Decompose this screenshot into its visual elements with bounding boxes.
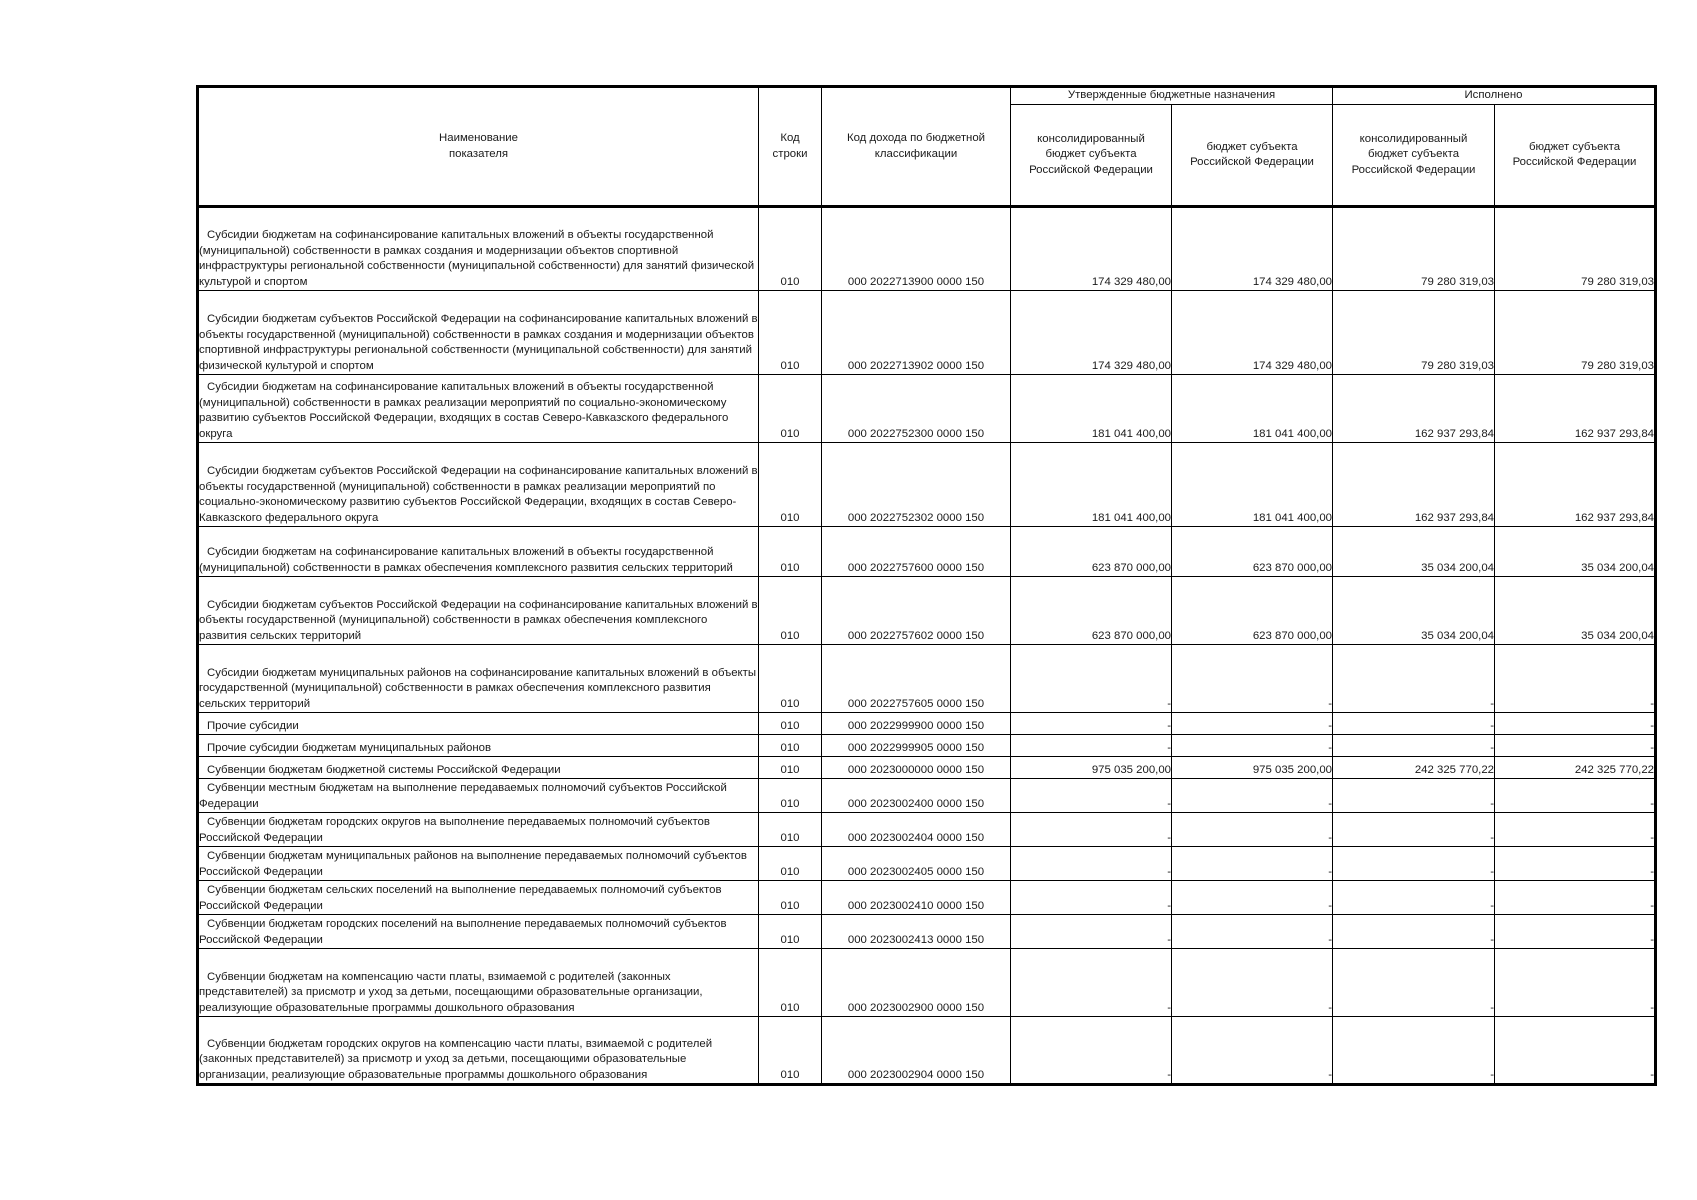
cell-approved-subject: -	[1172, 881, 1333, 915]
cell-approved-subject: 623 870 000,00	[1172, 527, 1333, 577]
cell-name: Субвенции бюджетам городских округов на выполнение передаваемых полномочий субъектов Российской Федерации	[198, 813, 759, 847]
cell-line-code: 010	[759, 915, 822, 949]
cell-income-code: 000 2022999905 0000 150	[822, 735, 1011, 757]
cell-approved-subject: 975 035 200,00	[1172, 757, 1333, 779]
cell-approved-subject: 181 041 400,00	[1172, 443, 1333, 527]
cell-line-code: 010	[759, 645, 822, 713]
cell-name: Прочие субсидии	[198, 713, 759, 735]
cell-line-code: 010	[759, 527, 822, 577]
cell-approved-subject: -	[1172, 645, 1333, 713]
cell-line-code: 010	[759, 735, 822, 757]
cell-executed-consolidated: -	[1333, 915, 1495, 949]
cell-approved-consolidated: -	[1011, 1017, 1172, 1085]
cell-approved-subject: 623 870 000,00	[1172, 577, 1333, 645]
cell-executed-consolidated: -	[1333, 813, 1495, 847]
cell-name: Субвенции бюджетам на компенсацию части платы, взимаемой с родителей (законных представителей) за присмотр и уход за детьми, посещающими образовательные организации, реализующие образовательные программы дошкольного образования	[198, 949, 759, 1017]
header-executed-subject: бюджет субъекта Российской Федерации	[1495, 105, 1656, 207]
cell-name: Субсидии бюджетам на софинансирование капитальных вложений в объекты государственной (муниципальной) собственности в рамках реализации мероприятий по социально-экономическому развитию субъектов Российской Федерации, входящих в состав Северо-Кавказского федерального округа	[198, 375, 759, 443]
cell-name: Субвенции бюджетам муниципальных районов на выполнение передаваемых полномочий субъектов Российской Федерации	[198, 847, 759, 881]
cell-line-code: 010	[759, 779, 822, 813]
cell-income-code: 000 2023002400 0000 150	[822, 779, 1011, 813]
cell-executed-subject: -	[1495, 881, 1656, 915]
cell-executed-subject: 242 325 770,22	[1495, 757, 1656, 779]
table-row	[198, 443, 1656, 527]
cell-line-code: 010	[759, 207, 822, 291]
cell-line-code: 010	[759, 443, 822, 527]
cell-income-code: 000 2022999900 0000 150	[822, 713, 1011, 735]
cell-income-code: 000 2022713902 0000 150	[822, 291, 1011, 375]
cell-executed-subject: -	[1495, 645, 1656, 713]
cell-approved-subject: -	[1172, 813, 1333, 847]
cell-line-code: 010	[759, 1017, 822, 1085]
cell-executed-subject: 79 280 319,03	[1495, 291, 1656, 375]
cell-line-code: 010	[759, 813, 822, 847]
header-name: Наименование показателя	[198, 87, 759, 207]
cell-executed-subject: -	[1495, 847, 1656, 881]
cell-executed-consolidated: 79 280 319,03	[1333, 207, 1495, 291]
cell-executed-consolidated: 35 034 200,04	[1333, 527, 1495, 577]
cell-name: Субсидии бюджетам субъектов Российской Федерации на софинансирование капитальных вложений в объекты государственной (муниципальной) собственности в рамках реализации мероприятий по социально-экономическому развитию субъектов Российской Федерации, входящих в состав Северо-Кавказского федерального округа	[198, 443, 759, 527]
cell-name: Субвенции бюджетам городских поселений на выполнение передаваемых полномочий субъектов Российской Федерации	[198, 915, 759, 949]
cell-executed-subject: 35 034 200,04	[1495, 577, 1656, 645]
cell-executed-consolidated: -	[1333, 713, 1495, 735]
table-row	[198, 757, 1656, 779]
cell-executed-subject: -	[1495, 949, 1656, 1017]
header-approved-consolidated: консолидированный бюджет субъекта Российской Федерации	[1011, 105, 1172, 207]
cell-executed-consolidated: -	[1333, 779, 1495, 813]
cell-approved-consolidated: 181 041 400,00	[1011, 375, 1172, 443]
cell-approved-consolidated: 623 870 000,00	[1011, 527, 1172, 577]
cell-name: Субсидии бюджетам субъектов Российской Федерации на софинансирование капитальных вложений в объекты государственной (муниципальной) собственности в рамках обеспечения комплексного развития сельских территорий	[198, 577, 759, 645]
cell-approved-subject: 174 329 480,00	[1172, 291, 1333, 375]
cell-executed-subject: 79 280 319,03	[1495, 207, 1656, 291]
cell-approved-consolidated: 174 329 480,00	[1011, 207, 1172, 291]
cell-line-code: 010	[759, 949, 822, 1017]
cell-income-code: 000 2023002904 0000 150	[822, 1017, 1011, 1085]
cell-line-code: 010	[759, 847, 822, 881]
cell-income-code: 000 2023002900 0000 150	[822, 949, 1011, 1017]
header-approved-group: Утвержденные бюджетные назначения	[1011, 87, 1333, 105]
cell-name: Субсидии бюджетам субъектов Российской Федерации на софинансирование капитальных вложений в объекты государственной (муниципальной) собственности в рамках создания и модернизации объектов спортивной инфраструктуры региональной собственности (муниципальной собственности) для занятий физической культурой и спортом	[198, 291, 759, 375]
budget-report-table	[196, 85, 1657, 1086]
cell-income-code: 000 2022752302 0000 150	[822, 443, 1011, 527]
cell-executed-consolidated: 242 325 770,22	[1333, 757, 1495, 779]
cell-executed-subject: -	[1495, 735, 1656, 757]
cell-executed-subject: -	[1495, 1017, 1656, 1085]
table-row	[198, 375, 1656, 443]
cell-executed-consolidated: 162 937 293,84	[1333, 443, 1495, 527]
cell-approved-consolidated: 975 035 200,00	[1011, 757, 1172, 779]
cell-name: Субвенции бюджетам городских округов на компенсацию части платы, взимаемой с родителей (законных представителей) за присмотр и уход за детьми, посещающими образовательные организации, реализующие образовательные программы дошкольного образования	[198, 1017, 759, 1085]
cell-line-code: 010	[759, 713, 822, 735]
cell-line-code: 010	[759, 291, 822, 375]
cell-executed-consolidated: -	[1333, 735, 1495, 757]
cell-executed-subject: 162 937 293,84	[1495, 375, 1656, 443]
table-row	[198, 881, 1656, 915]
cell-executed-subject: -	[1495, 713, 1656, 735]
cell-approved-consolidated: -	[1011, 881, 1172, 915]
cell-executed-subject: -	[1495, 813, 1656, 847]
table-row	[198, 577, 1656, 645]
table-header	[198, 87, 1656, 207]
cell-approved-subject: -	[1172, 713, 1333, 735]
header-approved-subject: бюджет субъекта Российской Федерации	[1172, 105, 1333, 207]
cell-executed-subject: -	[1495, 915, 1656, 949]
cell-approved-consolidated: -	[1011, 847, 1172, 881]
cell-approved-subject: -	[1172, 949, 1333, 1017]
cell-income-code: 000 2023002404 0000 150	[822, 813, 1011, 847]
cell-executed-consolidated: -	[1333, 847, 1495, 881]
cell-income-code: 000 2023002413 0000 150	[822, 915, 1011, 949]
cell-income-code: 000 2022757600 0000 150	[822, 527, 1011, 577]
cell-name: Субвенции местным бюджетам на выполнение передаваемых полномочий субъектов Российской Федерации	[198, 779, 759, 813]
cell-executed-consolidated: 35 034 200,04	[1333, 577, 1495, 645]
cell-approved-subject: -	[1172, 1017, 1333, 1085]
header-executed-consolidated: консолидированный бюджет субъекта Российской Федерации	[1333, 105, 1495, 207]
cell-line-code: 010	[759, 577, 822, 645]
table-row	[198, 813, 1656, 847]
cell-income-code: 000 2022757602 0000 150	[822, 577, 1011, 645]
cell-executed-consolidated: -	[1333, 949, 1495, 1017]
cell-executed-consolidated: 79 280 319,03	[1333, 291, 1495, 375]
cell-executed-consolidated: -	[1333, 881, 1495, 915]
cell-line-code: 010	[759, 881, 822, 915]
cell-name: Субсидии бюджетам на софинансирование капитальных вложений в объекты государственной (муниципальной) собственности в рамках обеспечения комплексного развития сельских территорий	[198, 527, 759, 577]
cell-line-code: 010	[759, 375, 822, 443]
table-row	[198, 713, 1656, 735]
cell-line-code: 010	[759, 757, 822, 779]
header-income-code: Код дохода по бюджетной классификации	[822, 87, 1011, 207]
cell-approved-consolidated: -	[1011, 713, 1172, 735]
cell-income-code: 000 2022757605 0000 150	[822, 645, 1011, 713]
cell-approved-subject: -	[1172, 915, 1333, 949]
table-row	[198, 527, 1656, 577]
cell-approved-consolidated: -	[1011, 949, 1172, 1017]
cell-approved-consolidated: 623 870 000,00	[1011, 577, 1172, 645]
cell-approved-subject: 181 041 400,00	[1172, 375, 1333, 443]
cell-approved-consolidated: 174 329 480,00	[1011, 291, 1172, 375]
table-row	[198, 1017, 1656, 1085]
table-row	[198, 291, 1656, 375]
cell-name: Субсидии бюджетам муниципальных районов на софинансирование капитальных вложений в объекты государственной (муниципальной) собственности в рамках обеспечения комплексного развития сельских территорий	[198, 645, 759, 713]
table-row	[198, 949, 1656, 1017]
cell-approved-consolidated: -	[1011, 915, 1172, 949]
cell-executed-consolidated: 162 937 293,84	[1333, 375, 1495, 443]
cell-name: Субсидии бюджетам на софинансирование капитальных вложений в объекты государственной (муниципальной) собственности в рамках создания и модернизации объектов спортивной инфраструктуры региональной собственности (муниципальной собственности) для занятий физической культурой и спортом	[198, 207, 759, 291]
table-row	[198, 207, 1656, 291]
cell-income-code: 000 2022713900 0000 150	[822, 207, 1011, 291]
cell-name: Субвенции бюджетам сельских поселений на выполнение передаваемых полномочий субъектов Российской Федерации	[198, 881, 759, 915]
table-row	[198, 779, 1656, 813]
cell-approved-consolidated: -	[1011, 813, 1172, 847]
table-row	[198, 645, 1656, 713]
cell-approved-consolidated: 181 041 400,00	[1011, 443, 1172, 527]
cell-executed-consolidated: -	[1333, 645, 1495, 713]
cell-income-code: 000 2023002410 0000 150	[822, 881, 1011, 915]
cell-income-code: 000 2023002405 0000 150	[822, 847, 1011, 881]
cell-executed-subject: 162 937 293,84	[1495, 443, 1656, 527]
table-row	[198, 735, 1656, 757]
cell-executed-subject: 35 034 200,04	[1495, 527, 1656, 577]
cell-approved-subject: 174 329 480,00	[1172, 207, 1333, 291]
cell-approved-consolidated: -	[1011, 735, 1172, 757]
header-executed-group: Исполнено	[1333, 87, 1656, 105]
cell-executed-subject: -	[1495, 779, 1656, 813]
cell-income-code: 000 2022752300 0000 150	[822, 375, 1011, 443]
cell-income-code: 000 2023000000 0000 150	[822, 757, 1011, 779]
cell-approved-consolidated: -	[1011, 779, 1172, 813]
cell-approved-consolidated: -	[1011, 645, 1172, 713]
cell-approved-subject: -	[1172, 779, 1333, 813]
table-row	[198, 915, 1656, 949]
cell-name: Субвенции бюджетам бюджетной системы Российской Федерации	[198, 757, 759, 779]
cell-executed-consolidated: -	[1333, 1017, 1495, 1085]
table-body	[198, 207, 1656, 1085]
cell-approved-subject: -	[1172, 847, 1333, 881]
cell-name: Прочие субсидии бюджетам муниципальных районов	[198, 735, 759, 757]
cell-approved-subject: -	[1172, 735, 1333, 757]
table-row	[198, 847, 1656, 881]
header-line-code: Код строки	[759, 87, 822, 207]
